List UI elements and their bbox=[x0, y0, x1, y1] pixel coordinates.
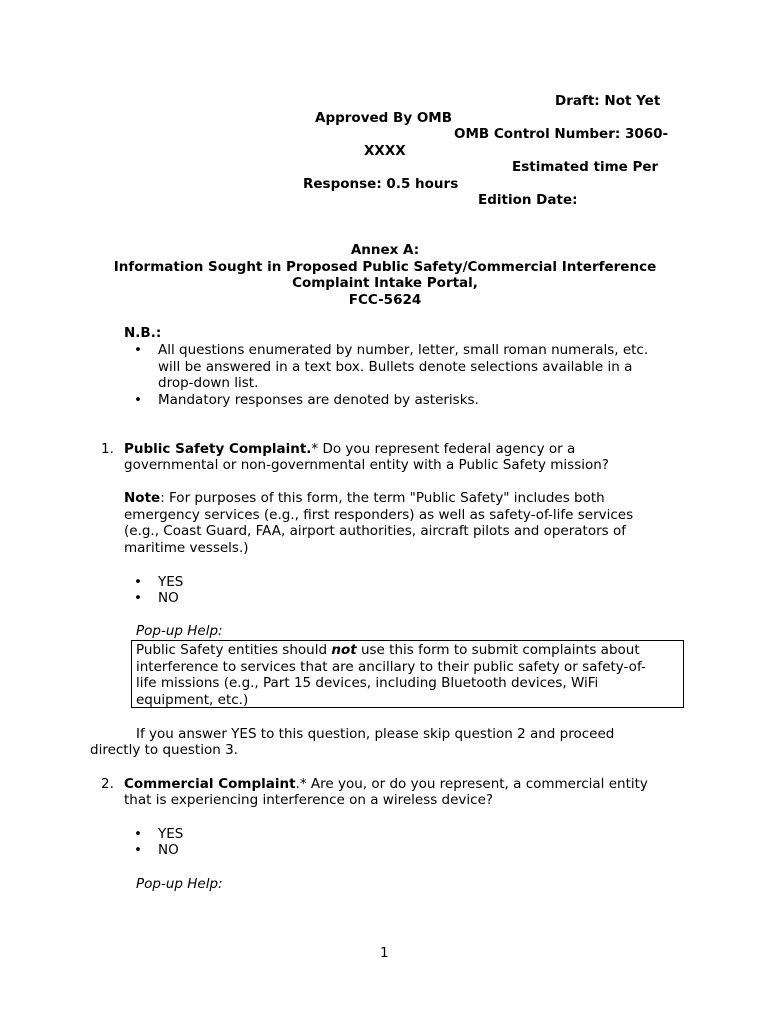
q1-option-no[interactable]: NO bbox=[158, 590, 179, 606]
nb-bullet-2: Mandatory responses are denoted by asterisks. bbox=[158, 392, 479, 408]
q1-popup-line1-emphasis: not bbox=[331, 642, 357, 658]
q1-popup-line2: interference to services that are ancillary to their public safety or safety-of- bbox=[136, 658, 646, 675]
omb-control-number-line1: OMB Control Number: 3060- bbox=[454, 126, 669, 142]
q1-question-line2: governmental or non-governmental entity with a Public Safety mission? bbox=[124, 457, 609, 473]
q1-note-label: Note bbox=[124, 490, 161, 506]
q1-question-line1 bbox=[124, 441, 575, 458]
draft-status-line1: Draft: Not Yet bbox=[555, 93, 661, 109]
q2-option-no[interactable]: NO bbox=[158, 842, 179, 858]
page-number: 1 bbox=[380, 945, 389, 961]
annex-title bbox=[0, 242, 770, 308]
q1-note-line3: (e.g., Coast Guard, FAA, airport authorities, aircraft pilots and operators of bbox=[124, 523, 626, 539]
nb-bullet-1-line3: drop-down list. bbox=[158, 375, 259, 391]
q1-popup-line4: equipment, etc.) bbox=[136, 691, 249, 708]
q1-note-text-line1: : For purposes of this form, the term "Public Safety" includes both bbox=[160, 490, 605, 506]
annex-title-line3: Complaint Intake Portal, bbox=[292, 275, 478, 291]
q1-skip-instruction-line1: If you answer YES to this question, please skip question 2 and proceed bbox=[136, 726, 615, 742]
nb-label: N.B.: bbox=[124, 325, 162, 341]
bullet-icon: • bbox=[134, 574, 142, 590]
q2-option-yes[interactable]: YES bbox=[158, 826, 184, 842]
estimated-time-line2: Response: 0.5 hours bbox=[303, 176, 459, 192]
q1-popup-line3: life missions (e.g., Part 15 devices, including Bluetooth devices, WiFi bbox=[136, 675, 599, 691]
bullet-icon: • bbox=[134, 842, 142, 858]
q2-text-line1: .* Are you, or do you represent, a commercial entity bbox=[295, 776, 648, 792]
annex-title-line4: FCC-5624 bbox=[348, 291, 422, 308]
omb-control-number-line2: XXXX bbox=[364, 143, 406, 159]
q1-popup-help-box bbox=[131, 640, 684, 708]
q1-number: 1. bbox=[101, 441, 114, 457]
q1-popup-help-label: Pop-up Help: bbox=[136, 623, 223, 639]
q1-note-line1 bbox=[124, 490, 605, 507]
bullet-icon: • bbox=[134, 826, 142, 842]
q1-popup-line1-pre: Public Safety entities should bbox=[136, 642, 332, 658]
q1-note-line2: emergency services (e.g., first responders) as well as safety-of-life services bbox=[124, 507, 634, 523]
nb-bullet-1-line1: All questions enumerated by number, letter, small roman numerals, etc. bbox=[158, 342, 649, 358]
nb-bullet-1 bbox=[158, 342, 648, 392]
q1-text-line1: * Do you represent federal agency or a bbox=[311, 441, 576, 457]
q2-question-line2: that is experiencing interference on a wireless device? bbox=[124, 792, 494, 808]
nb-bullet-1-line2: will be answered in a text box. Bullets denote selections available in a bbox=[158, 358, 633, 375]
q2-question-line1 bbox=[124, 776, 648, 793]
q1-popup-line1 bbox=[136, 642, 679, 659]
q1-popup-line1-post: use this form to submit complaints about bbox=[356, 642, 640, 658]
estimated-time-line1: Estimated time Per bbox=[512, 159, 659, 175]
q1-option-yes[interactable]: YES bbox=[158, 574, 184, 590]
bullet-icon: • bbox=[134, 342, 142, 358]
annex-title-line1: Annex A: bbox=[350, 242, 420, 258]
edition-date: Edition Date: bbox=[478, 192, 578, 208]
bullet-icon: • bbox=[134, 590, 142, 606]
annex-title-line2: Information Sought in Proposed Public Safety/Commercial Interference bbox=[113, 258, 657, 275]
draft-status-line2: Approved By OMB bbox=[315, 110, 453, 126]
bullet-icon: • bbox=[134, 392, 142, 408]
q1-skip-instruction-line2: directly to question 3. bbox=[90, 742, 238, 758]
q1-note-line4: maritime vessels.) bbox=[124, 540, 249, 556]
q2-popup-help-label: Pop-up Help: bbox=[136, 876, 223, 892]
q2-title: Commercial Complaint bbox=[124, 776, 296, 792]
q1-title: Public Safety Complaint. bbox=[124, 441, 312, 457]
q2-number: 2. bbox=[101, 776, 114, 792]
